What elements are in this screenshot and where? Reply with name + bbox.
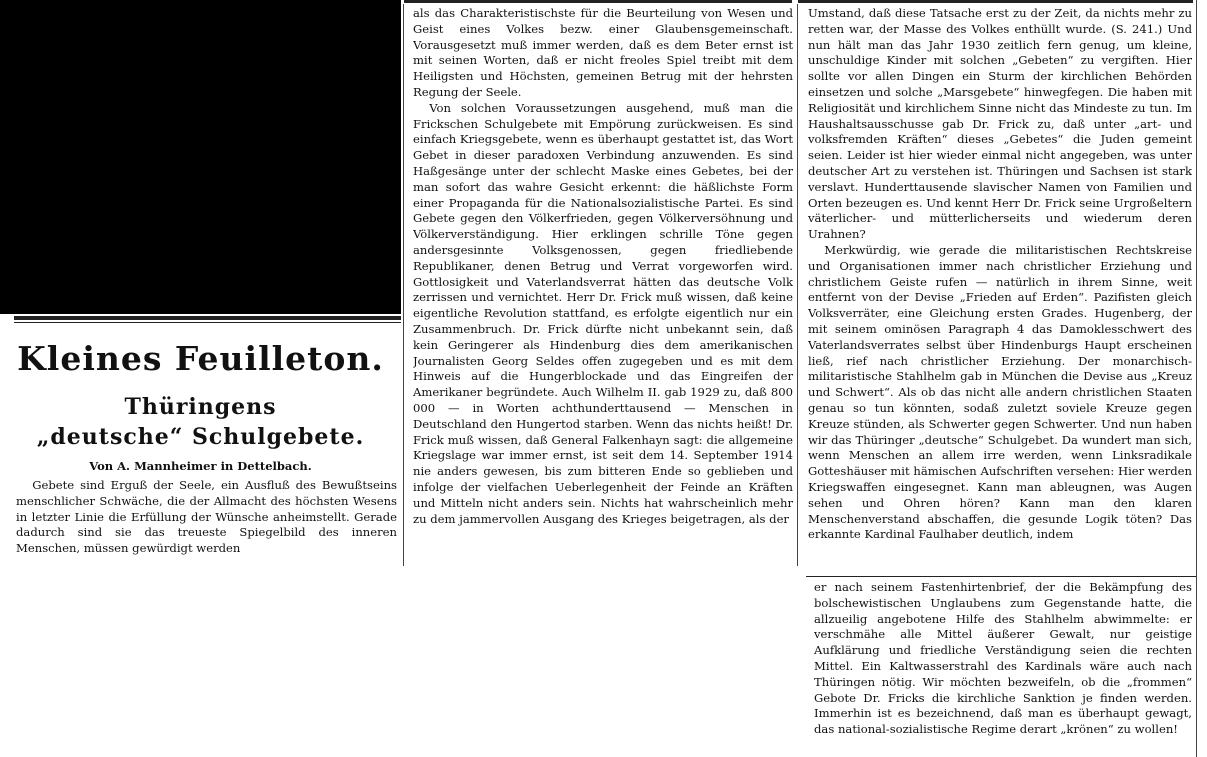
paragraph: Gebete sind Erguß der Seele, ein Ausfluß des Bewußtseins menschlicher Schwäche, die der Allmacht des höchsten Wesens in letzter Linie die Erfüllung der Wünsche anheimstellt. Gerade dadurch sind sie das treueste Spiegelbild des inneren Menschen, müssen gewürdigt werden [16,478,397,556]
scan-black-margin [0,0,401,314]
article-column-2 [413,6,793,566]
top-rule-right [798,0,1193,3]
column-rule-3 [1196,0,1197,757]
paragraph: Umstand, daß diese Tatsache erst zu der Zeit, da nichts mehr zu retten war, der Masse des Volkes enthüllt wurde. (S. 241.) Und nun hält man das Jahr 1930 zeitlich fern genug, um kleine, unschuldige Kinder mit solchen „Gebeten“ zu vergiften. Hier sollte vor allen Dingen ein Sturm der kirchlichen Behörden einsetzen und solche „Marsgebete“ hinwegfegen. Die haben mit Religiosität und kirchlichem Sinne nicht das Mindeste zu tun. Im Haushaltsausschusse gab Dr. Frick zu, daß unter „art- und volksfremden Kräften“ dieses „Gebetes“ die Juden gemeint seien. Leider ist hier wieder einmal nicht angegeben, was unter deutscher Art zu verstehen ist. Thüringen und Sachsen ist stark verslavt. Hunderttausende slavischer Namen von Familien und Orten bezeugen es. Und kennt Herr Dr. Frick seine Urgroßeltern väterlicher- und mütterlicherseits und wiederum deren Urahnen? [808,6,1192,242]
column-rule-1 [403,4,404,566]
article-title-line2: „deutsche“ Schulgebete. [36,424,365,450]
section-rule-thin [14,322,401,323]
section-rule [14,316,401,320]
continuation-rule [806,576,1196,577]
section-title: Kleines Feuilleton. [17,339,384,378]
paragraph: Merkwürdig, wie gerade die militaristischen Rechtskreise und Organisationen immer nach christlicher Erziehung und christlichem Geiste rufen — natürlich in ihrem Sinne, weit entfernt von der Devise „Frieden auf Erden“. Pazifisten gleich Volksverräter, eine Gleichung ersten Grades. Hugenberg, der mit seinem ominösen Paragraph 4 das Damoklesschwert des Vaterlandsverrates selbst über Hindenburgs Haupt erscheinen ließ, rief nach christlicher Erziehung. Der monarchisch-militaristische Stahlhelm gab in München die Devise aus „Kreuz und Schwert“. Als ob das nicht alle andern christlichen Staaten genau so tun könnten, sodaß zuletzt soviele Kreuze gegen Kreuze stünden, als Schwerter gegen Schwerter. Und nun haben wir das Thüringer „deutsche“ Schulgebet. Da wundert man sich, wenn Menschen an allem irre werden, wenn Linksradikale Gotteshäuser mit hämischen Aufschriften versehen: Hier werden Kriegswaffen eingesegnet. Kann man ableugnen, was Augen sehen und Ohren hören? Kann man den klaren Menschenverstand abschaffen, die gesunde Logik töten? Das erkannte Kardinal Faulhaber deutlich, indem [808,242,1192,542]
article-column-4 [814,580,1192,752]
article-title-line1: Thüringens [124,394,277,420]
article-byline: Von A. Mannheimer in Dettelbach. [89,459,312,473]
paragraph: als das Charakteristischste für die Beurteilung von Wesen und Geist eines Volkes bezw. einer Glaubensgemeinschaft. Vorausgesetzt muß immer werden, daß es dem Beter ernst ist mit seinen Worten, daß er nicht freoles Spiel treibt mit dem Heiligsten und Höchsten, gemeinen Betrug mit der hehrsten Regung der Seele. [413,6,793,99]
top-rule-center [404,0,792,3]
article-column-3 [808,6,1192,566]
paragraph: er nach seinem Fastenhirtenbrief, der die Bekämpfung des bolschewistischen Unglaubens zum Gegenstande hatte, die allzueilig angebotene Hilfe des Stahlhelm abwimmelte: er verschmähe alle Mittel äußerer Gewalt, nur geistige Aufklärung und friedliche Verständigung seien die rechten Mittel. Ein Kaltwasserstrahl des Kardinals wäre auch nach Thüringen nötig. Wir möchten bezweifeln, ob die „frommen“ Gebote Dr. Fricks die kirchliche Sanktion je finden werden. Immerhin ist es bezeichnend, daß man es überhaupt gewagt, das national-sozialistische Regime derart „krönen“ zu wollen! [814,580,1192,737]
article-column-1 [16,478,397,566]
paragraph: Von solchen Voraussetzungen ausgehend, muß man die Frickschen Schulgebete mit Empörung zurückweisen. Es sind einfach Kriegsgebete, wenn es überhaupt gestattet ist, das Wort Gebet in dieser paradoxen Verbindung anzuwenden. Es sind Haßgesänge unter der schlecht Maske eines Gebetes, bei der man sofort das wahre Gesicht erkennt: die häßlichste Form einer Propaganda für die Nationalsozialistische Partei. Es sind Gebete gegen den Völkerfrieden, gegen Völkerversöhnung und Völkerverständigung. Hier erklingen schrille Töne gegen andersgesinnte Volksgenossen, gegen friedliebende Republikaner, denen Betrug und Verrat vorgeworfen wird. Gottlosigkeit und Vaterlandsverrat hätten das deutsche Volk zerrissen und vernichtet. Herr Dr. Frick muß wissen, daß keine eigentliche Revolution stattfand, es erfolgte eigentlich nur ein Zusammenbruch. Dr. Frick dürfte nicht unbekannt sein, daß kein Geringerer als Hindenburg dies dem amerikanischen Journalisten Georg Seldes offen zugegeben und es mit dem Hinweis auf die Hungerblockade und das Eingreifen der Amerikaner begründete. Auch Wilhelm II. gab 1929 zu, daß 800 000 — in Worten achthunderttausend — Menschen in Deutschland den Hungertod starben. Wenn das nichts heißt! Dr. Frick muß wissen, daß General Falkenhayn sagt: die allgemeine Kriegslage war immer ernst, ist seit dem 14. September 1914 nie anders gewesen, bis zum bitteren Ende so geblieben und infolge der vielfachen Ueberlegenheit der Feinde an Kräften und Mitteln nicht anders sein. Nichts hat wahrscheinlich mehr zu dem jammervollen Ausgang des Krieges beigetragen, als der [413,100,793,526]
column-rule-2 [797,4,798,566]
